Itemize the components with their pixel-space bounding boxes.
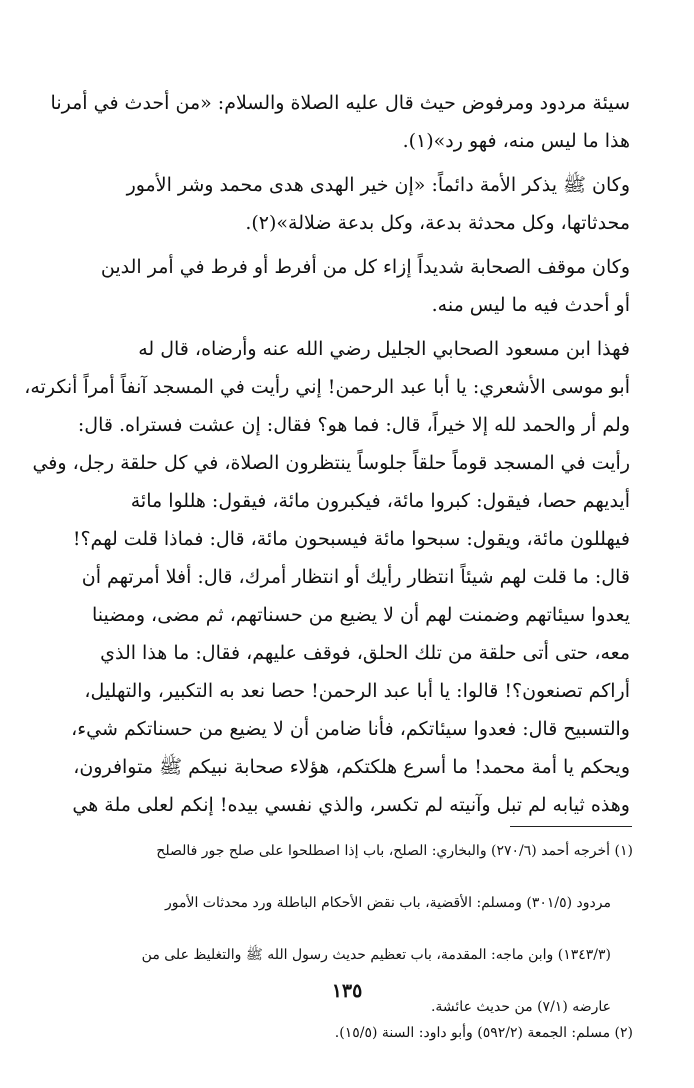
text-line: فيهللون مائة، ويقول: سبحوا مائة فيسبحون مائة، قال: فماذا قلت لهم؟!	[72, 528, 630, 550]
text-line: هذا ما ليس منه، فهو رد»(١).	[402, 130, 630, 152]
text-line: قال: ما قلت لهم شيئاً انتظار رأيك أو انتظار أمرك، قال: أفلا أمرتهم أن	[81, 566, 630, 588]
text-line: وكان موقف الصحابة شديداً إزاء كل من أفرط أو فرط في أمر الدين	[100, 256, 630, 278]
text-line: محدثاتها، وكل محدثة بدعة، وكل بدعة ضلالة»(٢).	[245, 212, 630, 234]
text-line: معه، حتى أتى حلقة من تلك الحلق، فوقف عليهم، فقال: ما هذا الذي	[100, 642, 630, 664]
text-line: وكان ﷺ يذكر الأمة دائماً: «إن خير الهدى هدى محمد وشر الأمور	[126, 174, 630, 196]
text-line: والتسبيح قال: فعدوا سيئاتكم، فأنا ضامن أن لا يضيع من حسناتكم شيء،	[71, 718, 630, 740]
text-line: فهذا ابن مسعود الصحابي الجليل رضي الله عنه وأرضاه، قال له	[138, 338, 630, 360]
text-line: وهذه ثيابه لم تبل وآنيته لم تكسر، والذي نفسي بيده! إنكم لعلى ملة هي	[72, 794, 630, 816]
footnote-line: (١٣٤٣/٣) وابن ماجه: المقدمة، باب تعظيم حديث رسول الله ﷺ والتغليظ على من	[141, 947, 611, 963]
main-text	[24, 84, 630, 824]
paragraph-4	[24, 330, 630, 824]
footnote-divider	[510, 826, 632, 827]
footnote-line: عارضه (٧/١) من حديث عائشة.	[430, 999, 611, 1015]
text-line: أيديهم حصا، فيقول: كبروا مائة، فيكبرون مائة، فيقول: هللوا مائة	[130, 490, 630, 512]
page-number: ١٣٥	[331, 980, 363, 1002]
footnote-line: (٢) مسلم: الجمعة (٥٩٢/٢) وأبو داود: السنة (١٥/٥).	[334, 1025, 633, 1041]
text-line: أراكم تصنعون؟! قالوا: يا أبا عبد الرحمن! حصا نعد به التكبير، والتهليل،	[84, 680, 630, 702]
text-line: ويحكم يا أمة محمد! ما أسرع هلكتكم، هؤلاء صحابة نبيكم ﷺ متوافرون،	[73, 756, 630, 778]
footnote-line: (١) أخرجه أحمد (٢٧٠/٦) والبخاري: الصلح، باب إذا اصطلحوا على صلح جور فالصلح	[156, 843, 633, 859]
text-line: أو أحدث فيه ما ليس منه.	[431, 294, 630, 316]
footnotes	[80, 838, 633, 1046]
footnote-2	[80, 1020, 633, 1046]
text-line: ولم أر والحمد لله إلا خيراً، قال: فما هو؟ فقال: إن عشت فستراه. قال:	[77, 414, 630, 436]
paragraph-1	[50, 84, 630, 160]
text-line: أبو موسى الأشعري: يا أبا عبد الرحمن! إني رأيت في المسجد آنفاً أمراً أنكرته،	[24, 376, 630, 398]
paragraph-3	[80, 248, 630, 324]
text-line: سيئة مردود ومرفوض حيث قال عليه الصلاة والسلام: «من أحدث في أمرنا	[50, 92, 630, 114]
footnote-line: مردود (٣٠١/٥) ومسلم: الأقضية، باب نقض الأحكام الباطلة ورد محدثات الأمور	[164, 895, 611, 911]
text-line: يعدوا سيئاتهم وضمنت لهم أن لا يضيع من حسناتهم، ثم مضى، ومضينا	[91, 604, 630, 626]
paragraph-2	[80, 166, 630, 242]
text-line: رأيت في المسجد قوماً حلقاً جلوساً ينتظرون الصلاة، في كل حلقة رجل، وفي	[32, 452, 630, 474]
